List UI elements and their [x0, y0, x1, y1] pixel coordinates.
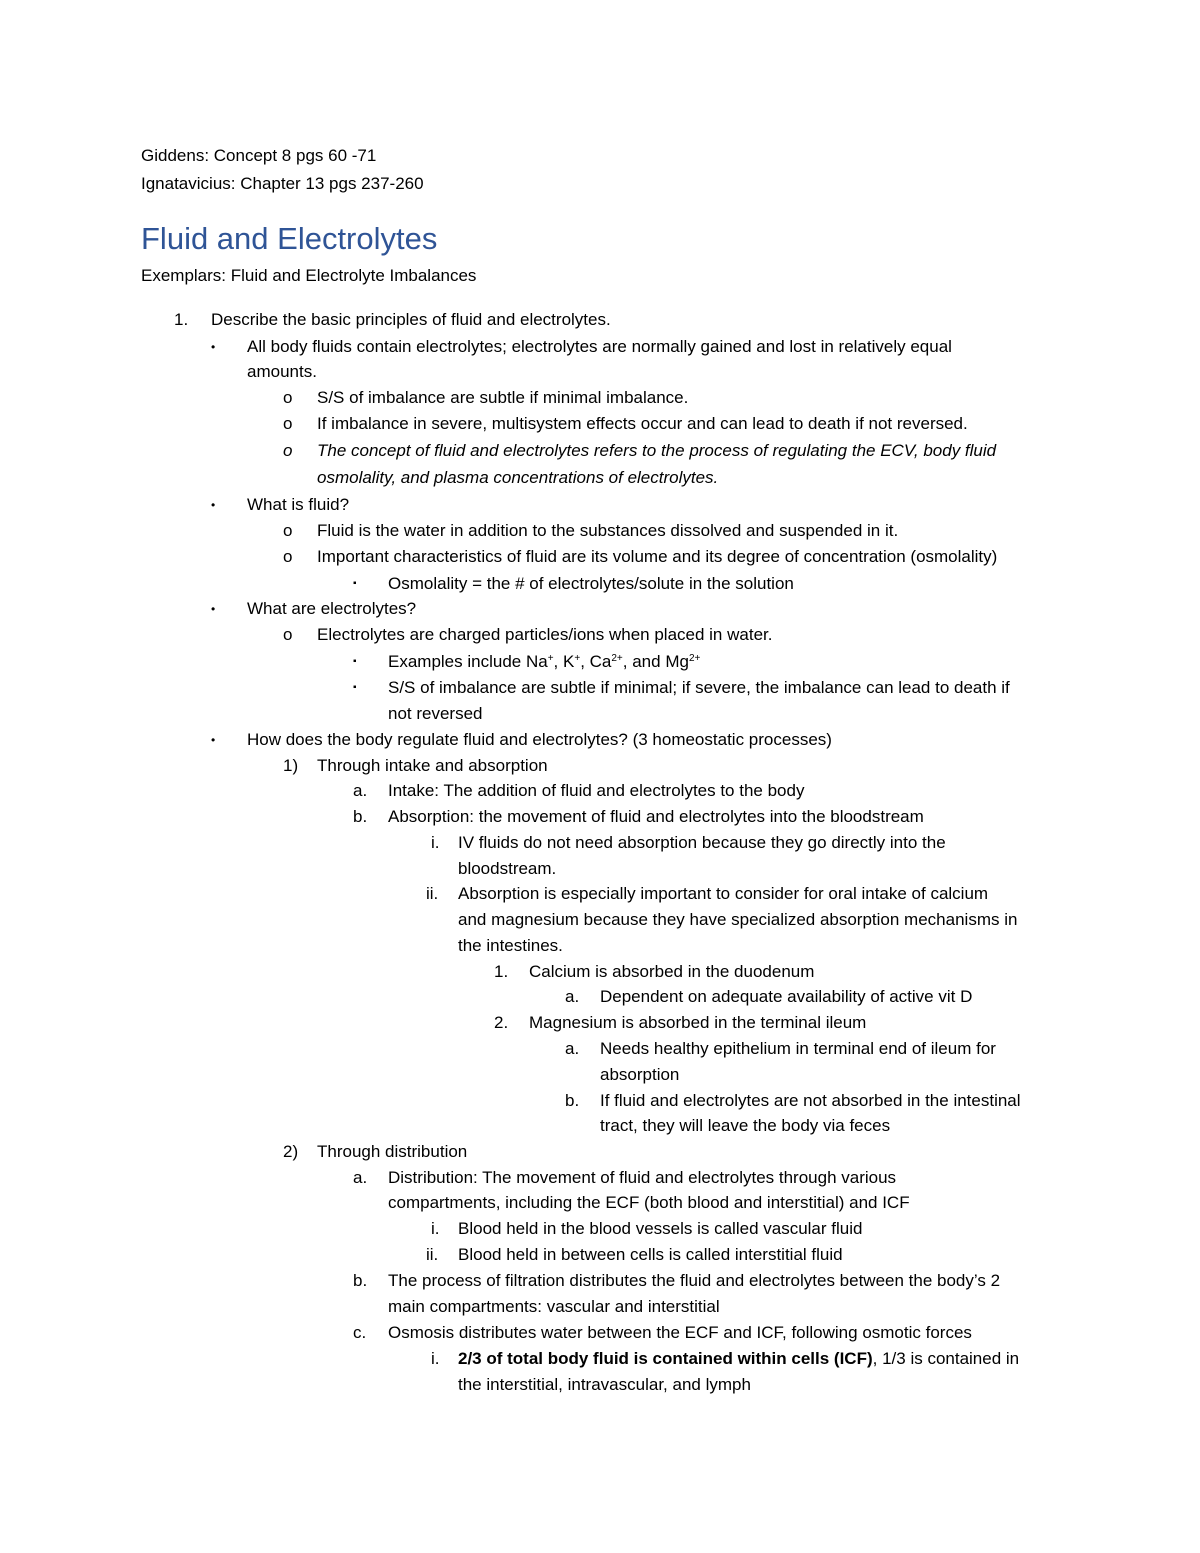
circle-bullet-icon: o — [283, 521, 293, 540]
list-text: Fluid is the water in addition to the substances dissolved and suspended in it. — [317, 521, 899, 540]
list-text: How does the body regulate fluid and electrolytes? (3 homeostatic processes) — [247, 730, 832, 749]
header-text: Giddens: Concept 8 pgs 60 -71 — [141, 146, 377, 165]
list-text: Distribution: The movement of fluid and electrolytes through various — [388, 1168, 897, 1187]
list-letter: c. — [353, 1323, 367, 1342]
list-text: Absorption is especially important to consider for oral intake of calcium — [458, 884, 989, 903]
list-letter: a. — [565, 1039, 580, 1058]
list-text: If fluid and electrolytes are not absorbed in the intestinal — [600, 1091, 1021, 1110]
list-text: The process of filtration distributes the fluid and electrolytes between the body’s 2 — [388, 1271, 1001, 1290]
text-run: , and Mg — [622, 652, 689, 671]
list-letter: b. — [353, 807, 368, 826]
bullet-icon: • — [211, 733, 216, 747]
list-text: Osmolality = the # of electrolytes/solute in the solution — [388, 574, 794, 593]
superscript: 2+ — [611, 653, 623, 664]
list-text: Magnesium is absorbed in the terminal ileum — [529, 1013, 867, 1032]
list-text: What is fluid? — [247, 495, 350, 514]
list-letter: b. — [565, 1091, 580, 1110]
list-text: amounts. — [247, 362, 317, 381]
square-bullet-icon: ▪ — [353, 682, 357, 693]
circle-bullet-icon: o — [283, 388, 293, 407]
list-text: Dependent on adequate availability of active vit D — [600, 987, 973, 1006]
list-text: Describe the basic principles of fluid and electrolytes. — [211, 310, 611, 329]
list-text: Intake: The addition of fluid and electrolytes to the body — [388, 781, 805, 800]
list-letter: a. — [353, 1168, 368, 1187]
circle-bullet-icon: o — [283, 441, 293, 460]
list-text: the intestines. — [458, 936, 563, 955]
list-letter: a. — [353, 781, 368, 800]
list-text: not reversed — [388, 704, 483, 723]
list-text: Through intake and absorption — [317, 756, 548, 775]
superscript: + — [574, 653, 581, 664]
square-bullet-icon: ▪ — [353, 656, 357, 667]
circle-bullet-icon: o — [283, 625, 293, 644]
circle-bullet-icon: o — [283, 414, 293, 433]
list-text: IV fluids do not need absorption because they go directly into the — [458, 833, 946, 852]
superscript: 2+ — [688, 653, 701, 664]
list-number: 1. — [494, 962, 509, 981]
list-text: Blood held in the blood vessels is called vascular fluid — [458, 1219, 863, 1238]
list-text: Blood held in between cells is called interstitial fluid — [458, 1245, 843, 1264]
list-text: S/S of imbalance are subtle if minimal; if severe, the imbalance can lead to death if — [388, 678, 1010, 697]
list-number: 2) — [283, 1142, 299, 1161]
list-text: and magnesium because they have specialized absorption mechanisms in — [458, 910, 1018, 929]
circle-bullet-icon: o — [283, 547, 293, 566]
page-title: Fluid and Electrolytes — [141, 221, 438, 256]
list-roman: ii. — [426, 1245, 439, 1264]
bullet-icon: • — [211, 498, 216, 512]
list-text: All body fluids contain electrolytes; electrolytes are normally gained and lost in relatively equal — [247, 337, 952, 356]
list-text — [458, 1348, 1019, 1370]
list-text: Calcium is absorbed in the duodenum — [529, 962, 815, 981]
list-text: Absorption: the movement of fluid and electrolytes into the bloodstream — [388, 807, 924, 826]
list-text: main compartments: vascular and interstitial — [388, 1297, 720, 1316]
text-run: , K — [553, 652, 575, 671]
list-number: 1. — [174, 310, 189, 329]
superscript: + — [547, 653, 554, 664]
list-text: The concept of fluid and electrolytes refers to the process of regulating the ECV, body fluid — [317, 441, 997, 460]
list-text: bloodstream. — [458, 859, 557, 878]
list-text: absorption — [600, 1065, 680, 1084]
list-text: compartments, including the ECF (both blood and interstitial) and ICF — [388, 1193, 910, 1212]
text-run: , Ca — [580, 652, 612, 671]
exemplars-text: Exemplars: Fluid and Electrolyte Imbalances — [141, 266, 477, 285]
list-text: Needs healthy epithelium in terminal end of ileum for — [600, 1039, 996, 1058]
list-letter: a. — [565, 987, 580, 1006]
list-text: What are electrolytes? — [247, 599, 417, 618]
list-text: Electrolytes are charged particles/ions when placed in water. — [317, 625, 773, 644]
list-roman: i. — [431, 1349, 440, 1368]
list-text: tract, they will leave the body via feces — [600, 1116, 891, 1135]
bullet-icon: • — [211, 602, 216, 616]
list-roman: ii. — [426, 884, 439, 903]
list-roman: i. — [431, 1219, 440, 1238]
list-text: If imbalance in severe, multisystem effects occur and can lead to death if not reversed. — [317, 414, 968, 433]
list-text: Osmosis distributes water between the ECF and ICF, following osmotic forces — [388, 1323, 972, 1342]
text-run: , 1/3 is contained in — [872, 1349, 1020, 1368]
header-text: Ignatavicius: Chapter 13 pgs 237-260 — [141, 174, 424, 193]
list-letter: b. — [353, 1271, 368, 1290]
list-text: Through distribution — [317, 1142, 468, 1161]
bullet-icon: • — [211, 340, 216, 354]
list-text: osmolality, and plasma concentrations of electrolytes. — [317, 468, 719, 487]
list-text: Important characteristics of fluid are its volume and its degree of concentration (osmolality) — [317, 547, 998, 566]
list-text: S/S of imbalance are subtle if minimal imbalance. — [317, 388, 689, 407]
square-bullet-icon: ▪ — [353, 578, 357, 589]
bold-text: 2/3 of total body fluid is contained within cells (ICF) — [458, 1349, 873, 1368]
list-number: 2. — [494, 1013, 509, 1032]
list-roman: i. — [431, 833, 440, 852]
list-number: 1) — [283, 756, 299, 775]
text-run: Examples include Na — [388, 652, 548, 671]
list-text: the interstitial, intravascular, and lymph — [458, 1375, 751, 1394]
list-text — [388, 651, 700, 673]
